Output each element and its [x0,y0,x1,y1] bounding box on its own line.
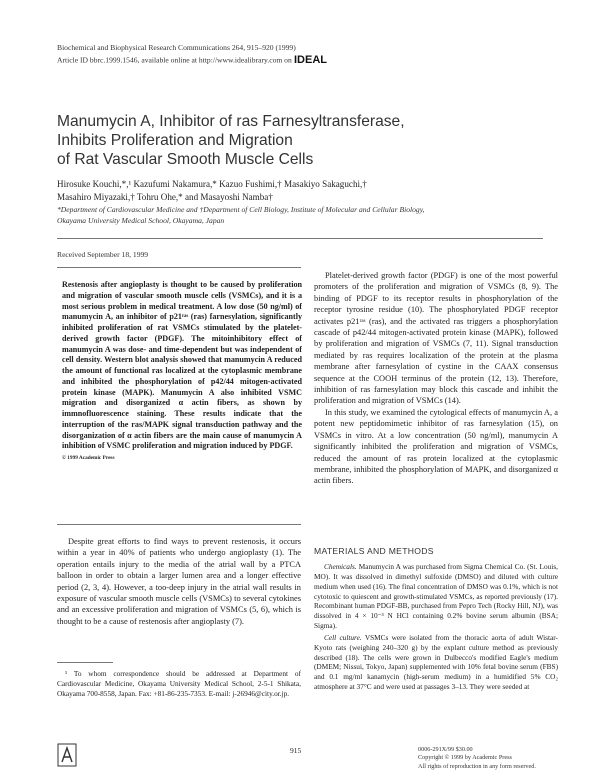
affiliation-line-1: *Department of Cardiovascular Medicine and †Department of Cell Biology, Institute of Molecular and Cellular Biology, [57,205,425,214]
abstract [62,280,302,464]
intro-paragraph-1: Despite great efforts to find ways to prevent restenosis, it occurs within a year in 40% of patients who undergo angioplasty (1). The operation entails injury to the media of the atrial wall by a PTCA balloon in order to obtain a larger lumen area and a longer effective period (2, 3, 4). However, a too-deep injury in the atrial wall results in exposure of vascular smooth muscle cells (VSMCs) to several cytokines and an excessive proliferation and migration of VSMCs (5, 6), which is thought to be a cause of restenosis after angioplasty (7). [57,537,301,626]
footnote-text: ¹ To whom correspondence should be addressed at Department of Cardiovascular Medicine, Okayama University Medical School, 2-5-1 Shikata, Okayama 700-8558, Japan. Fax: +81-86-235-7353. E-mail: j-26946@city.or.jp. [57,669,301,698]
abstract-bottom-rule [57,524,301,525]
ideal-logo-text: IDEAL [293,54,327,65]
publisher-imprint [418,746,536,771]
chemicals-label: Chemicals. [324,562,357,571]
publisher-logo [57,743,77,772]
methods-chemicals [314,562,558,631]
article-id-text: Article ID bbrc.1999.1546, available online at http://www.idealibrary.com on [57,55,292,65]
abstract-text: Restenosis after angioplasty is thought to be caused by proliferation and migration of vascular smooth muscle cells (VSMCs), and it is a most serious problem in medical treatment. A low dose (50 ng/ml) of manumycin A, an inhibitor of p21ʳᵃˢ (ras) farnesylation, significantly inhibited proliferation of rat VSMCs stimulated by the platelet-derived growth factor (PDGF). The mitoinhibitory effect of manumycin A was dose- and time-dependent but was independent of cell density. Western blot analysis showed that manumycin A reduced the amount of functional ras localized at the cytoplasmic membrane and inhibited the phosphorylation of p42/44 mitogen-activated protein kinase (MAPK). Manumycin A also inhibited VSMC migration and disorganized α actin fibers, as shown by immnofluorescence staining. These results indicate that the interruption of the ras/MAPK signal transduction pathway and the disorganization of α actin fibers are the main cause of manumycin A inhibition of VSMC proliferation and migration induced by PDGF. [62,280,302,451]
methods-text [314,562,558,692]
journal-citation: Biochemical and Biophysical Research Communications 264, 915–920 (1999) [57,43,296,52]
imprint-rights: All rights of reproduction in any form reserved. [418,762,536,770]
ideal-logo [294,53,332,68]
culture-text: VSMCs were isolated from the thoracic aorta of adult Wistar-Kyoto rats (weighing 240–320 g) by the explant culture method as previously described (18). The cells were grown in Dulbecco's modified Eagle's medium (DMEM; Nissui, Tokyo, Japan) supplemented with 10% fetal bovine serum (FBS) and 0.1 mg/ml kanamycin (high-serum medium) in a humidified 5% CO₂ atmosphere at 37°C and were used at passages 3–13. They were seeded at [314,632,558,692]
intro-paragraph-2: Platelet-derived growth factor (PDGF) is one of the most powerful promoters of the proliferation and migration of VSMCs (8, 9). The binding of PDGF to its receptor results in phosphorylation of the receptor tyrosine residue (10). The phosphorylated PDGF receptor activates p21ʳᵃˢ (ras), and the activated ras triggers a phosphorylation cascade of p42/44 mitogen-activated protein kinase (MAPK), followed by proliferation and migration of VSMCs (7, 11). Signal transduction mediated by ras requires localization of the protein at the plasma membrane after farnesylation of cystine in the CAAX consensus sequence at the COOH terminus of the protein (12, 13). Therefore, inhibition of ras farnesylation may block this cascade and inhibit the proliferation and migration of VSMCs (14). [314,271,558,406]
intro-right-column [314,270,558,487]
imprint-issn: 0006-291X/99 $30.00 [418,746,473,753]
footnote-rule [57,662,113,663]
methods-cell-culture [314,633,558,692]
culture-label: Cell culture. [324,632,362,642]
intro-paragraph-3: In this study, we examined the cytological effects of manumycin A, a potent new peptidomimetic inhibitor of ras farnesylation (15), on VSMCs in vitro. At a low concentration (50 ng/ml), manumycin A significantly inhibited the proliferation and migration of VSMCs, reduced the amount of ras protein localized at the cytoplasmic membrane, inhibited the phosphorylation of MAPK, and disorganized α actin fibers. [314,407,558,486]
section-heading-methods: MATERIALS AND METHODS [314,546,434,556]
title-line-2: Inhibits Proliferation and Migration [57,132,293,149]
page-number: 915 [290,746,302,755]
authors-line-1: Hirosuke Kouchi,*,¹ Kazufumi Nakamura,* Kazuo Fushimi,† Masakiyo Sakaguchi,† [57,179,367,189]
title-line-1: Manumycin A, Inhibitor of ras Farnesyltransferase, [57,113,405,130]
authors-line-2: Masahiro Miyazaki,† Tohru Ohe,* and Masayoshi Namba† [57,191,273,202]
correspondence-footnote [57,669,301,699]
title-line-3: of Rat Vascular Smooth Muscle Cells [57,151,314,168]
article-title [57,112,497,169]
intro-left-column [57,536,301,627]
abstract-copyright: © 1999 Academic Press [62,455,115,461]
abstract-top-rule [57,267,301,268]
received-date: Received September 18, 1999 [57,250,149,259]
imprint-copyright: Copyright © 1999 by Academic Press [418,754,512,762]
article-id-line [57,53,332,68]
author-list [57,178,557,203]
affiliation [57,205,557,226]
affiliation-line-2: Okayama University Medical School, Okayama, Japan [57,215,225,225]
header-rule [57,238,543,239]
chemicals-text: Manumycin A was purchased from Sigma Chemical Co. (St. Louis, MO). It was dissolved in dimethyl sulfoxide (DMSO) and diluted with culture medium when used (16). The final concentration of DMSO was 0.1%, which is not cytotoxic to quiescent and growth-stimulated VSMCs, as reported previously (17). Recombinant human PDGF-BB, purchased from Pepro Tech (Rocky Hill, NJ), was dissolved in 4 × 10⁻³ N HCl containing 0.2% bovine serum albumin (BSA; Sigma). [314,562,558,631]
